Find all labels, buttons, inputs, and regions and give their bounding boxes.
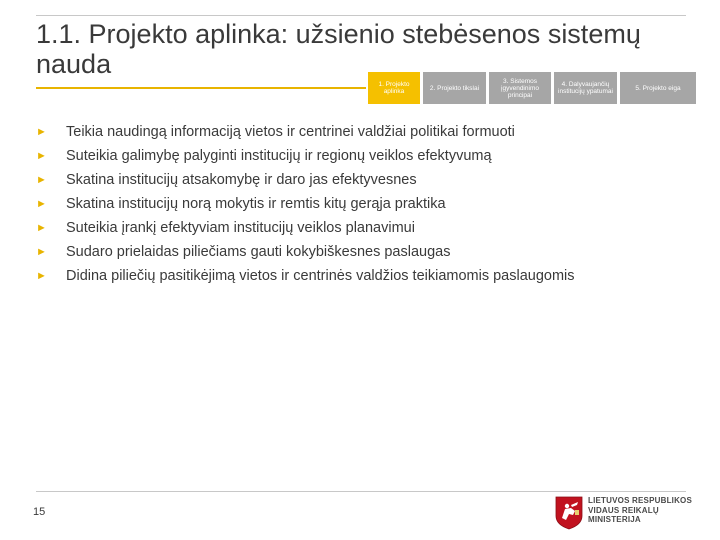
list-item	[36, 218, 676, 242]
ministry-name-line1: LIETUVOS RESPUBLIKOS	[588, 496, 693, 505]
nav-tab-projekto-tikslai[interactable]: 2. Projekto tikslai	[423, 72, 486, 104]
list-item	[36, 242, 676, 266]
list-item	[36, 194, 676, 218]
ministry-logo	[555, 496, 695, 536]
nav-tab-sistemos-principai[interactable]: 3. Sistemos įgyvendinimo principai	[489, 72, 551, 104]
ministry-name	[588, 496, 692, 525]
bullet-text: Skatina institucijų norą mokytis ir remtis kitų gerąja praktika	[66, 196, 446, 212]
bottom-divider	[36, 491, 686, 492]
bullet-text: Sudaro prielaidas piliečiams gauti kokybiškesnes paslaugas	[66, 244, 451, 260]
bullet-arrow-icon: ►	[36, 222, 47, 234]
bullet-text: Teikia naudingą informaciją vietos ir centrinei valdžiai politikai formuoti	[66, 124, 515, 140]
bullet-text: Skatina institucijų atsakomybę ir daro jas efektyvesnes	[66, 172, 417, 188]
nav-tab-projekto-aplinka[interactable]: 1. Projekto aplinka	[368, 72, 420, 104]
ministry-name-line2: VIDAUS REIKALŲ	[588, 505, 659, 515]
bullet-arrow-icon: ►	[36, 198, 47, 210]
bullet-arrow-icon: ►	[36, 174, 47, 186]
bullet-text: Suteikia galimybę palyginti institucijų ir regionų veiklos efektyvumą	[66, 148, 492, 164]
list-item	[36, 146, 676, 170]
slide-title: 1.1. Projekto aplinka: užsienio stebėsenos sistemų nauda	[36, 19, 641, 79]
list-item	[36, 266, 676, 290]
nav-tab-projekto-eiga[interactable]: 5. Projekto eiga	[620, 72, 696, 104]
nav-tab-instituciju-ypatumai[interactable]: 4. Dalyvaujančių institucijų ypatumai	[554, 72, 617, 104]
top-divider	[36, 15, 686, 16]
title-underline	[36, 87, 366, 89]
bullet-arrow-icon: ►	[36, 246, 47, 258]
section-navigation	[368, 72, 698, 104]
ministry-name-line3: MINISTERIJA	[588, 515, 641, 524]
bullet-arrow-icon: ►	[36, 150, 47, 162]
list-item	[36, 170, 676, 194]
coat-of-arms-icon	[555, 496, 583, 530]
bullet-text: Didina piliečių pasitikėjimą vietos ir centrinės valdžios teikiamomis paslaugomis	[66, 268, 575, 284]
bullet-arrow-icon: ►	[36, 126, 47, 138]
benefits-list	[36, 122, 676, 290]
page-number: 15	[33, 506, 46, 518]
bullet-arrow-icon: ►	[36, 270, 47, 282]
list-item	[36, 122, 676, 146]
bullet-text: Suteikia įrankį efektyviam institucijų veiklos planavimui	[66, 220, 415, 236]
